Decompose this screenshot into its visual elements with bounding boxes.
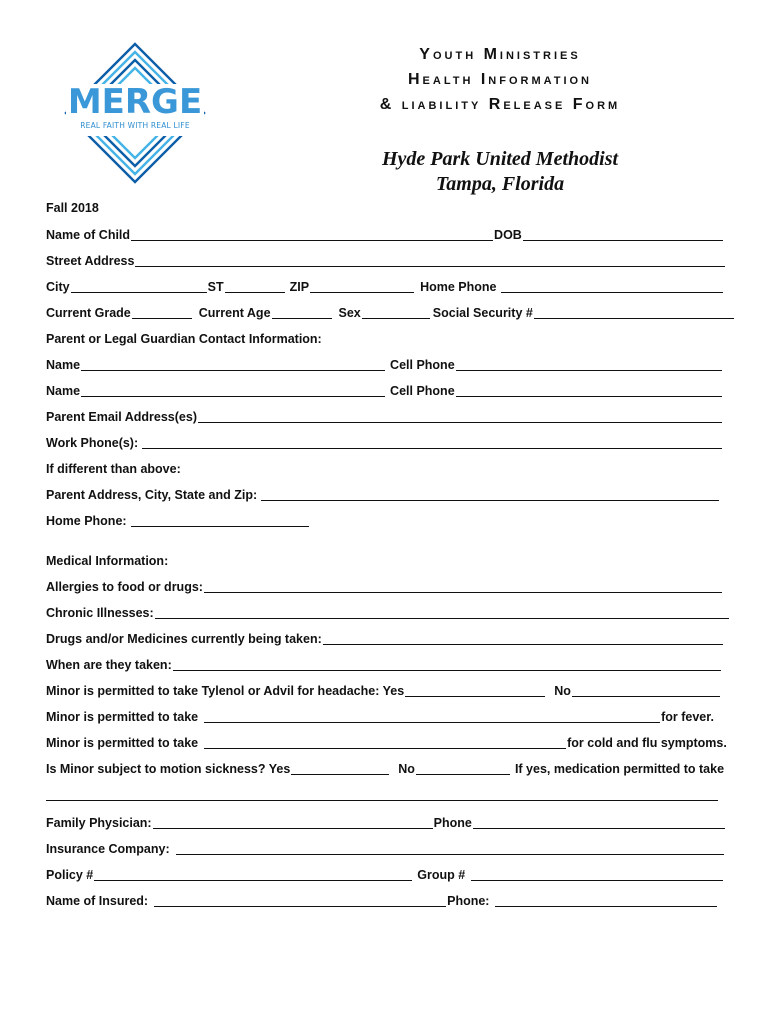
social-security-field[interactable]	[534, 304, 734, 319]
name-of-child-label: Name of Child	[46, 228, 131, 242]
guardian-2-name-label: Name	[46, 384, 81, 398]
dob-field[interactable]	[523, 226, 723, 241]
title-line-2: Health Information	[407, 71, 593, 88]
tylenol-label: Minor is permitted to take Tylenol or Advil for headache: Yes	[46, 684, 405, 698]
term-label	[46, 199, 99, 217]
fever-medication-field[interactable]	[204, 708, 660, 723]
motion-yes-field[interactable]	[291, 760, 389, 775]
insurance-row	[46, 840, 723, 858]
church-heading	[330, 147, 670, 197]
work-phone-row	[46, 434, 723, 452]
cold-medication-field[interactable]	[204, 734, 566, 749]
alt-home-phone-label: Home Phone:	[46, 514, 127, 528]
logo-tagline: REAL FAITH WITH REAL LIFE	[80, 121, 190, 130]
parent-address-row	[46, 486, 723, 504]
home-phone-field[interactable]	[501, 278, 723, 293]
alt-home-phone-row	[46, 512, 310, 530]
policy-row	[46, 866, 723, 884]
dob-label: DOB	[494, 228, 522, 242]
motion-no-field[interactable]	[416, 760, 510, 775]
guardian-1-cell-field[interactable]	[456, 356, 722, 371]
sex-label: Sex	[338, 306, 361, 320]
st-field[interactable]	[225, 278, 285, 293]
tylenol-no-field[interactable]	[572, 682, 720, 697]
family-physician-label: Family Physician:	[46, 816, 152, 830]
guardian-2-name-field[interactable]	[81, 382, 385, 397]
chronic-row	[46, 604, 723, 622]
if-different-label	[46, 460, 181, 478]
for-cold-label: for cold and flu symptoms.	[567, 736, 727, 750]
merge-logo	[60, 38, 210, 188]
allergies-field[interactable]	[204, 578, 722, 593]
medical-heading	[46, 552, 168, 570]
physician-phone-label: Phone	[433, 816, 472, 830]
chronic-illnesses-label: Chronic Illnesses:	[46, 606, 154, 620]
motion-medication-field[interactable]	[46, 786, 718, 801]
group-field[interactable]	[471, 866, 723, 881]
insurance-company-field[interactable]	[176, 840, 724, 855]
current-grade-field[interactable]	[132, 304, 192, 319]
street-row	[46, 252, 723, 270]
group-label: Group #	[417, 868, 466, 882]
guardian-1-row	[46, 356, 723, 374]
insured-phone-label: Phone:	[447, 894, 490, 908]
allergies-label: Allergies to food or drugs:	[46, 580, 203, 594]
for-fever-label: for fever.	[661, 710, 714, 724]
zip-field[interactable]	[310, 278, 414, 293]
when-taken-row	[46, 656, 723, 674]
medical-heading-text: Medical Information:	[46, 554, 169, 568]
allergies-row	[46, 578, 723, 596]
church-location: Tampa, Florida	[435, 173, 565, 195]
name-of-insured-field[interactable]	[154, 892, 446, 907]
street-address-label: Street Address	[46, 254, 135, 268]
city-field[interactable]	[71, 278, 207, 293]
guardian-1-name-label: Name	[46, 358, 81, 372]
parent-address-label: Parent Address, City, State and Zip:	[46, 488, 258, 502]
church-name: Hyde Park United Methodist	[381, 148, 619, 170]
guardian-1-name-field[interactable]	[81, 356, 385, 371]
guardian-2-row	[46, 382, 723, 400]
alt-home-phone-field[interactable]	[131, 512, 309, 527]
drugs-label: Drugs and/or Medicines currently being taken:	[46, 632, 322, 646]
grade-row	[46, 304, 723, 322]
parent-email-label: Parent Email Address(es)	[46, 410, 197, 424]
current-grade-label: Current Grade	[46, 306, 131, 320]
city-label: City	[46, 280, 70, 294]
if-yes-label: If yes, medication permitted to take	[514, 762, 725, 776]
title-line-3: & liability Release Form	[379, 96, 621, 113]
work-phone-label: Work Phone(s):	[46, 436, 139, 450]
drugs-field[interactable]	[323, 630, 723, 645]
motion-sickness-label: Is Minor subject to motion sickness? Yes	[46, 762, 291, 776]
insured-phone-field[interactable]	[495, 892, 717, 907]
zip-label: ZIP	[289, 280, 310, 294]
current-age-label: Current Age	[198, 306, 271, 320]
social-security-label: Social Security #	[432, 306, 533, 320]
if-different-text: If different than above:	[46, 462, 181, 476]
tylenol-row	[46, 682, 723, 700]
motion-no-label: No	[398, 762, 415, 776]
tylenol-no-label: No	[554, 684, 571, 698]
when-taken-field[interactable]	[173, 656, 721, 671]
current-age-field[interactable]	[272, 304, 332, 319]
guardian-1-cell-label: Cell Phone	[390, 358, 455, 372]
physician-row	[46, 814, 723, 832]
family-physician-field[interactable]	[153, 814, 433, 829]
insured-row	[46, 892, 723, 910]
cold-permitted-label: Minor is permitted to take	[46, 736, 199, 750]
insurance-company-label: Insurance Company:	[46, 842, 170, 856]
policy-label: Policy #	[46, 868, 94, 882]
home-phone-label: Home Phone	[420, 280, 497, 294]
street-address-field[interactable]	[135, 252, 725, 267]
name-of-child-field[interactable]	[131, 226, 493, 241]
guardian-2-cell-label: Cell Phone	[390, 384, 455, 398]
guardian-heading-text: Parent or Legal Guardian Contact Information:	[46, 332, 322, 346]
motion-row	[46, 760, 723, 778]
work-phone-field[interactable]	[142, 434, 722, 449]
st-label: ST	[207, 280, 224, 294]
email-row	[46, 408, 723, 426]
name-of-insured-label: Name of Insured:	[46, 894, 149, 908]
logo-wordmark: MERGE	[67, 82, 203, 122]
physician-phone-field[interactable]	[473, 814, 725, 829]
form-title	[330, 42, 670, 117]
when-taken-label: When are they taken:	[46, 658, 172, 672]
term-text: Fall 2018	[46, 201, 99, 215]
parent-email-field[interactable]	[198, 408, 722, 423]
city-row	[46, 278, 723, 296]
guardian-2-cell-field[interactable]	[456, 382, 722, 397]
child-name-row	[46, 226, 723, 244]
motion-medication-row	[46, 786, 723, 804]
policy-field[interactable]	[94, 866, 412, 881]
guardian-heading	[46, 330, 322, 348]
sex-field[interactable]	[362, 304, 430, 319]
title-line-1: Youth Ministries	[419, 46, 581, 63]
parent-address-field[interactable]	[261, 486, 719, 501]
chronic-illnesses-field[interactable]	[155, 604, 729, 619]
tylenol-yes-field[interactable]	[405, 682, 545, 697]
drugs-row	[46, 630, 723, 648]
fever-permitted-label: Minor is permitted to take	[46, 710, 199, 724]
fever-row	[46, 708, 723, 726]
cold-row	[46, 734, 727, 752]
